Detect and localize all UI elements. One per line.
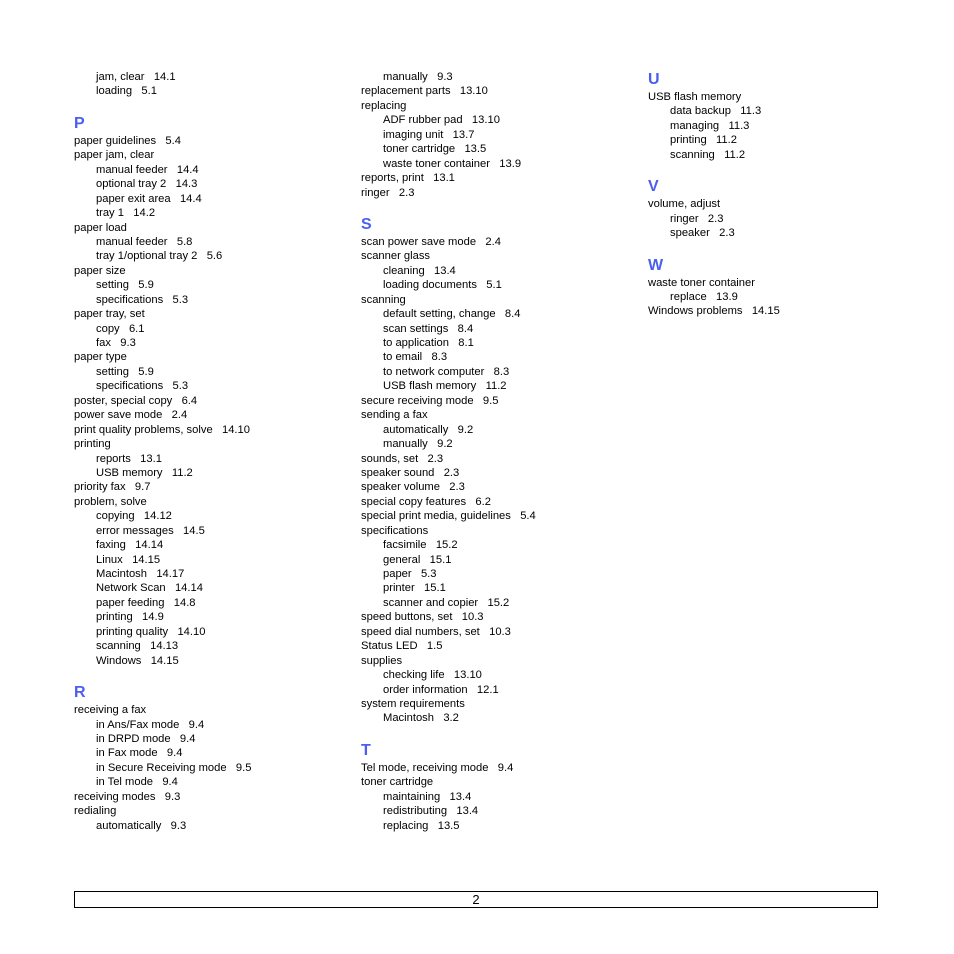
index-subentry: replace 13.9 [670,290,738,303]
index-entry: speaker volume 2.3 [361,481,465,494]
index-entry: paper size [74,264,126,277]
index-entry: paper type [74,351,127,364]
index-subentry: Macintosh 14.17 [96,568,185,580]
index-subentry: paper 5.3 [383,568,437,580]
index-entry: poster, special copy 6.4 [74,394,198,407]
index-entry: paper load [74,221,127,234]
index-subentry: paper exit area 14.4 [96,192,202,205]
index-subentry: fax 9.3 [96,337,136,349]
section-letter-heading: U [648,71,660,88]
page-number: 2 [472,892,480,907]
index-subentry: scan settings 8.4 [383,322,474,335]
index-subentry: in Ans/Fax mode 9.4 [96,718,205,731]
index-entry: USB flash memory [648,91,742,103]
index-entry: special copy features 6.2 [361,495,491,508]
index-subentry: order information 12.1 [383,683,499,696]
index-subentry: in DRPD mode 9.4 [96,732,196,745]
index-entry: print quality problems, solve 14.10 [74,423,250,436]
index-entry: reports, print 13.1 [361,172,455,185]
index-entry: special print media, guidelines 5.4 [361,510,536,523]
index-subentry: to network computer 8.3 [383,365,510,378]
index-subentry: scanner and copier 15.2 [383,596,510,609]
index-entry: waste toner container [648,276,755,289]
index-subentry: managing 11.3 [670,119,750,132]
index-subentry: ADF rubber pad 13.10 [383,114,500,127]
section-letter-heading: P [74,114,85,132]
section-letter-heading: T [361,741,371,759]
index-subentry: waste toner container 13.9 [383,157,522,170]
index-entry: speed buttons, set 10.3 [361,611,484,624]
index-entry: Windows problems 14.15 [648,305,780,318]
index-subentry: reports 13.1 [96,452,162,465]
index-subentry: in Fax mode 9.4 [96,747,183,760]
index-entry: toner cartridge [361,776,434,789]
index-subentry: in Secure Receiving mode 9.5 [96,761,252,774]
index-column-3 [648,70,918,319]
index-subentry: imaging unit 13.7 [383,128,475,141]
index-subentry: checking life 13.10 [383,669,482,682]
index-subentry: paper feeding 14.8 [96,596,196,609]
index-subentry: to email 8.3 [383,351,448,364]
index-entry: receiving modes 9.3 [74,790,181,803]
index-subentry: loading 5.1 [96,85,157,98]
index-entry: paper jam, clear [74,149,155,162]
index-subentry: redistributing 13.4 [383,805,479,818]
index-subentry: Network Scan 14.14 [96,582,203,595]
section-letter-heading: W [648,256,664,274]
index-subentry: to application 8.1 [383,337,474,349]
index-entry: scanning [361,293,406,306]
index-entry: replacing [361,99,407,112]
index-subentry: Linux 14.15 [96,553,161,566]
index-subentry: USB flash memory 11.2 [383,380,507,393]
index-entry: Status LED 1.5 [361,640,443,653]
index-column-2 [361,70,631,833]
index-subentry: printer 15.1 [383,582,446,595]
index-subentry: automatically 9.2 [383,423,474,436]
section-letter-heading: R [74,684,86,702]
index-entry: secure receiving mode 9.5 [361,394,499,407]
index-subentry: error messages 14.5 [96,524,205,537]
index-subentry: loading documents 5.1 [383,279,502,292]
index-subentry: optional tray 2 14.3 [96,178,198,191]
index-entry: problem, solve [74,495,147,508]
index-subentry: manually 9.3 [383,71,453,83]
index-subentry: copy 6.1 [96,322,145,335]
index-subentry: default setting, change 8.4 [383,308,521,321]
index-subentry: copying 14.12 [96,510,172,523]
index-subentry: toner cartridge 13.5 [383,143,487,156]
index-subentry: printing quality 14.10 [96,625,206,638]
index-entry: redialing [74,805,117,818]
index-subentry: general 15.1 [383,553,452,566]
index-entry: Tel mode, receiving mode 9.4 [361,761,514,774]
index-subentry: automatically 9.3 [96,819,187,832]
section-letter-heading: S [361,215,372,233]
index-subentry: cleaning 13.4 [383,264,456,277]
index-subentry: manually 9.2 [383,438,453,451]
index-entry: sounds, set 2.3 [361,452,444,465]
index-entry: specifications [361,524,429,537]
index-entry: speaker sound 2.3 [361,466,460,479]
index-subentry: setting 5.9 [96,279,154,292]
index-entry: speed dial numbers, set 10.3 [361,625,511,638]
index-subentry: scanning 14.13 [96,640,179,653]
page-footer [74,891,878,908]
index-subentry: scanning 11.2 [670,148,746,161]
index-subentry: specifications 5.3 [96,293,189,306]
index-entry: system requirements [361,697,465,710]
index-entry: supplies [361,654,403,667]
index-entry: scan power save mode 2.4 [361,235,501,248]
index-subentry: in Tel mode 9.4 [96,776,178,789]
index-subentry: jam, clear 14.1 [96,71,176,83]
index-entry: volume, adjust [648,198,721,211]
index-subentry: replacing 13.5 [383,819,460,832]
index-column-1 [74,70,344,833]
index-subentry: manual feeder 5.8 [96,235,193,248]
index-subentry: Macintosh 3.2 [383,712,459,725]
index-subentry: tray 1 14.2 [96,207,156,220]
index-subentry: setting 5.9 [96,365,154,378]
index-subentry: tray 1/optional tray 2 5.6 [96,250,223,263]
index-entry: replacement parts 13.10 [361,85,488,98]
index-entry: power save mode 2.4 [74,409,188,422]
index-entry: scanner glass [361,250,431,263]
index-subentry: faxing 14.14 [96,539,164,552]
index-entry: receiving a fax [74,704,147,717]
index-subentry: USB memory 11.2 [96,466,193,479]
index-subentry: printing 11.2 [670,134,737,147]
index-subentry: data backup 11.3 [670,105,762,118]
index-subentry: printing 14.9 [96,611,164,624]
index-subentry: maintaining 13.4 [383,790,472,803]
index-entry: printing [74,438,111,451]
index-subentry: ringer 2.3 [670,212,724,225]
index-subentry: Windows 14.15 [96,654,179,667]
index-subentry: specifications 5.3 [96,380,189,393]
index-entry: priority fax 9.7 [74,481,151,494]
section-letter-heading: V [648,178,659,196]
index-entry: paper guidelines 5.4 [74,134,181,147]
index-subentry: speaker 2.3 [670,227,735,240]
index-subentry: manual feeder 14.4 [96,163,199,176]
index-entry: paper tray, set [74,308,145,321]
index-entry: sending a fax [361,409,428,422]
index-subentry: facsimile 15.2 [383,539,458,552]
index-entry: ringer 2.3 [361,186,415,199]
